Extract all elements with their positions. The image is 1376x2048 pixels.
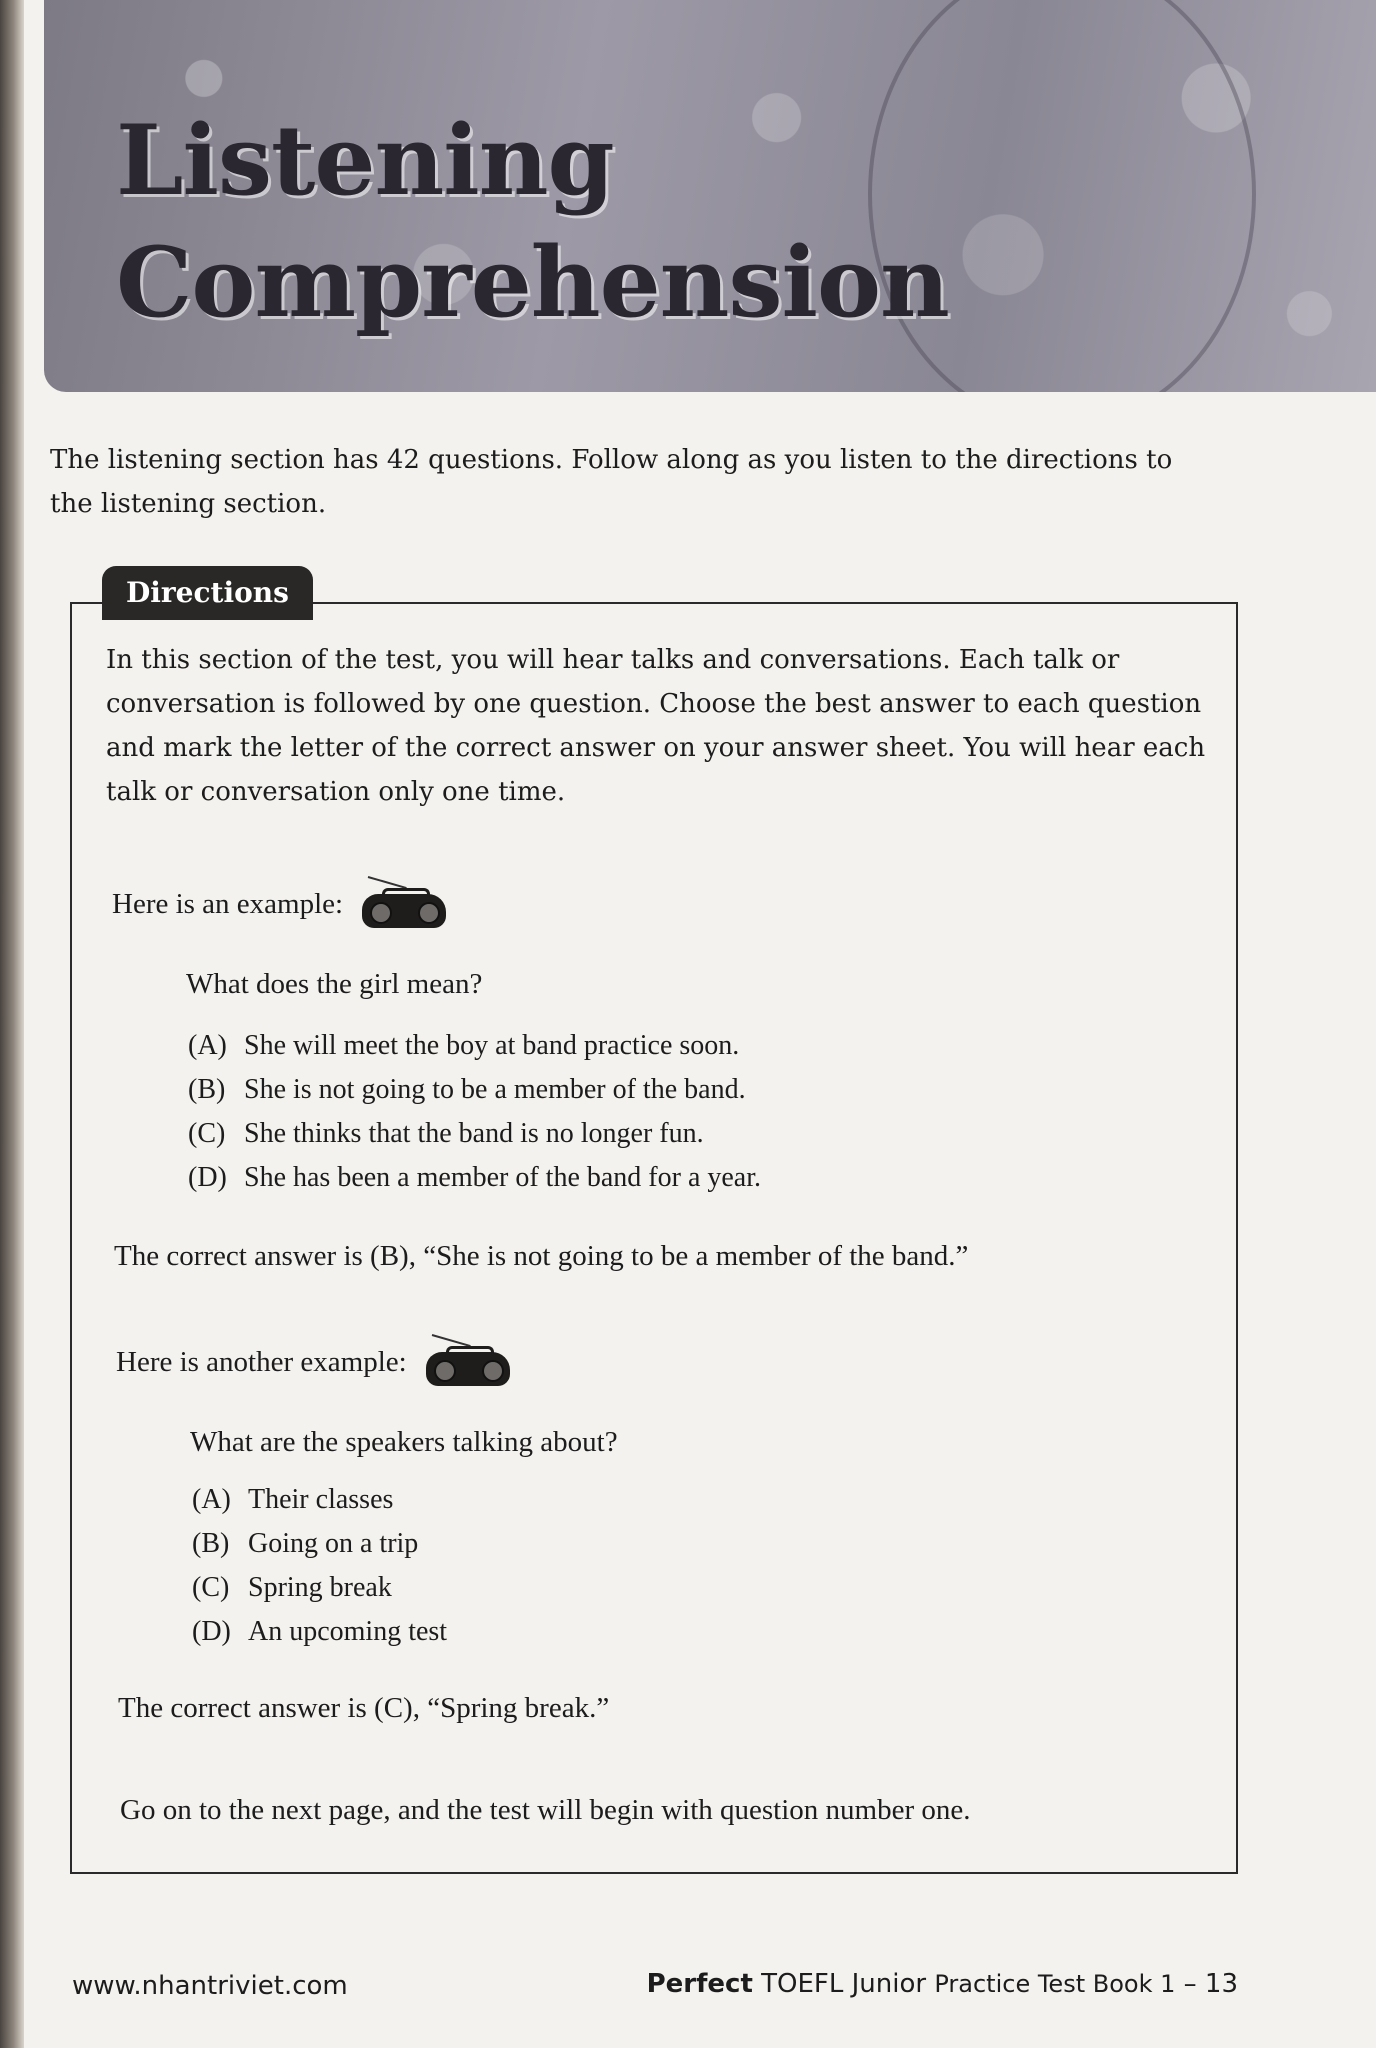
book-spine-shadow — [0, 0, 24, 2048]
option-letter: (A) — [188, 1030, 227, 1061]
option-text: Going on a trip — [248, 1528, 419, 1559]
option-text: She thinks that the band is no longer fun. — [244, 1118, 704, 1149]
radio-icon — [362, 884, 448, 928]
option-letter: (B) — [188, 1074, 226, 1105]
example-answer: The correct answer is (B), “She is not going to be a member of the band.” — [114, 1240, 969, 1272]
option-text: Spring break — [248, 1572, 392, 1603]
example-lead-text: Here is an example: — [112, 888, 344, 920]
example-question: What does the girl mean? — [186, 968, 483, 1000]
option-text: Their classes — [248, 1484, 394, 1515]
section-title-line1: Listening — [116, 104, 614, 217]
closing-instruction: Go on to the next page, and the test will begin with question number one. — [120, 1794, 971, 1826]
example-answer: The correct answer is (C), “Spring break.” — [118, 1692, 610, 1724]
book-subtitle: Practice Test Book 1 — [934, 1970, 1176, 1998]
directions-text: In this section of the test, you will hear talks and conversations. Each talk or conversation is followed by one question. Choose the best answer to each question and mark the letter of the correct answer on your answer sheet. You will hear each talk or conversation only one time. — [106, 645, 1206, 807]
radio-icon — [426, 1342, 512, 1386]
option-letter: (C) — [188, 1118, 226, 1149]
option-letter: (B) — [192, 1528, 230, 1559]
answer-option — [192, 1568, 392, 1608]
book-brand: Perfect — [646, 1969, 753, 1999]
answer-option — [192, 1612, 447, 1652]
option-text: She will meet the boy at band practice soon. — [244, 1030, 740, 1061]
section-banner — [44, 0, 1376, 392]
option-letter: (C) — [192, 1572, 230, 1603]
example-question: What are the speakers talking about? — [190, 1426, 618, 1458]
page-number: 13 — [1204, 1969, 1238, 1999]
book-name: TOEFL Junior — [761, 1969, 927, 1999]
footer-book-info — [647, 1966, 1238, 2002]
option-letter: (A) — [192, 1484, 231, 1515]
option-text: An upcoming test — [248, 1616, 448, 1647]
footer-website: www.nhantriviet.com — [72, 1971, 348, 2001]
answer-option — [192, 1524, 418, 1564]
directions-tab: Directions — [102, 566, 313, 620]
example-lead — [112, 884, 448, 928]
answer-option — [188, 1158, 761, 1198]
section-title — [116, 100, 949, 344]
option-letter: (D) — [188, 1162, 227, 1193]
option-text: She has been a member of the band for a year. — [244, 1162, 762, 1193]
answer-option — [192, 1480, 393, 1520]
answer-option — [188, 1070, 746, 1110]
answer-option — [188, 1026, 739, 1066]
footer-separator: – — [1183, 1969, 1197, 1999]
answer-option — [188, 1114, 704, 1154]
example-lead — [116, 1342, 512, 1386]
example-lead-text: Here is another example: — [116, 1346, 407, 1378]
intro-paragraph: The listening section has 42 questions. Follow along as you listen to the directions to the listening section. — [50, 445, 1173, 519]
option-letter: (D) — [192, 1616, 231, 1647]
section-title-line2: Comprehension — [116, 226, 949, 339]
option-text: She is not going to be a member of the band. — [244, 1074, 746, 1105]
